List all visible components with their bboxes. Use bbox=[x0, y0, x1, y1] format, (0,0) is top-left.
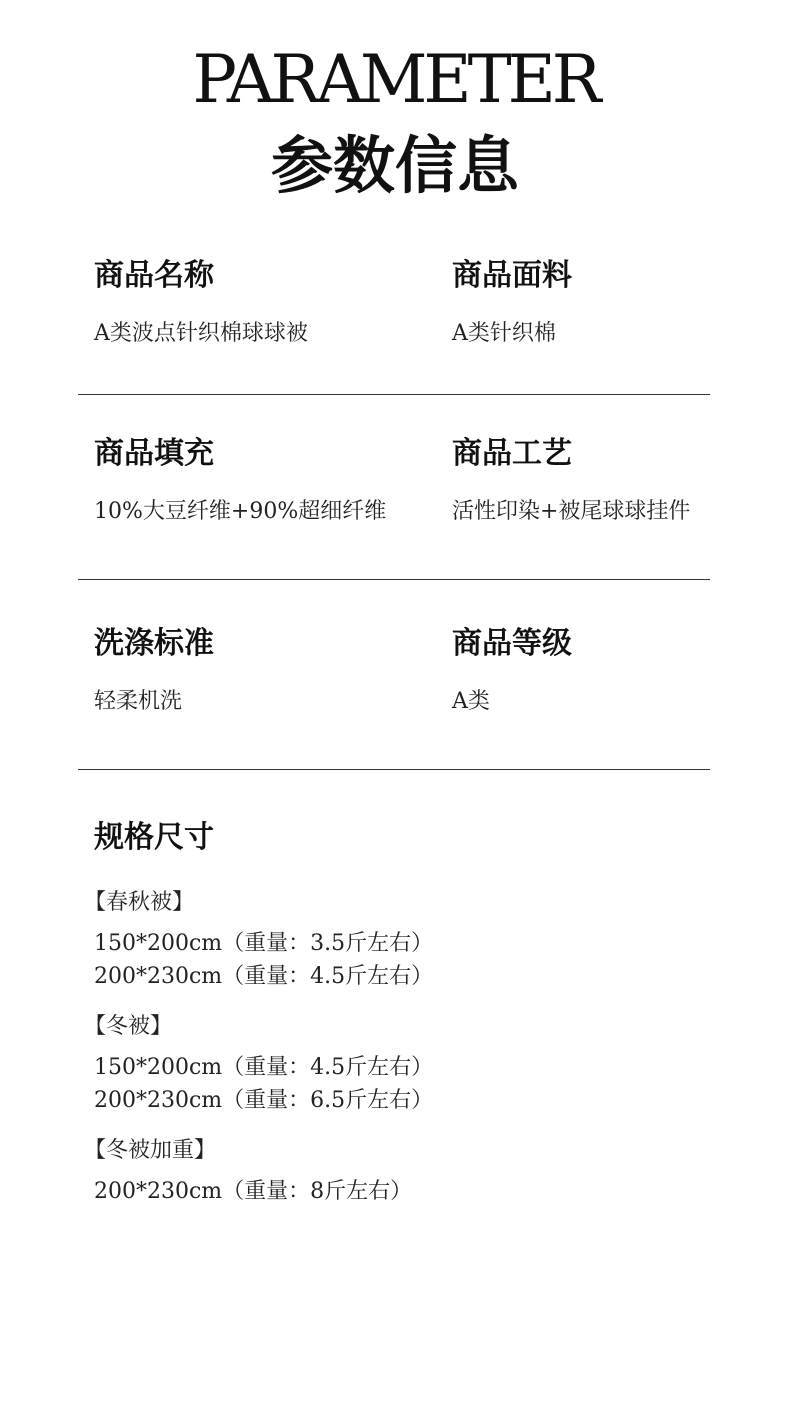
param-value: A类 bbox=[452, 689, 490, 714]
param-value: 10%大豆纤维+90%超细纤维 bbox=[94, 499, 387, 524]
param-value: A类波点针织棉球球被 bbox=[94, 321, 308, 346]
spec-line: 150*200cm（重量：3.5斤左右） bbox=[94, 931, 434, 956]
param-value: 活性印染+被尾球球挂件 bbox=[452, 499, 691, 524]
spec-group-winter bbox=[84, 1012, 433, 1117]
spec-line: 200*230cm（重量：8斤左右） bbox=[94, 1179, 413, 1204]
param-label: 商品工艺 bbox=[452, 436, 572, 471]
page-title-chinese: 参数信息 bbox=[270, 129, 519, 202]
param-label: 商品名称 bbox=[94, 258, 214, 293]
param-value: A类针织棉 bbox=[452, 321, 556, 346]
spec-line: 200*230cm（重量：6.5斤左右） bbox=[94, 1088, 434, 1113]
divider bbox=[78, 394, 710, 395]
param-name bbox=[94, 258, 308, 348]
spec-group-name: 【冬被】 bbox=[84, 1014, 173, 1039]
param-label: 洗涤标准 bbox=[94, 626, 214, 661]
param-washing bbox=[94, 626, 214, 716]
param-label: 商品填充 bbox=[94, 436, 214, 471]
spec-group-name: 【春秋被】 bbox=[84, 890, 195, 915]
param-label: 商品面料 bbox=[452, 258, 572, 293]
param-fabric bbox=[452, 258, 572, 348]
spec-line: 150*200cm（重量：4.5斤左右） bbox=[94, 1055, 434, 1080]
param-label: 商品等级 bbox=[452, 626, 572, 661]
spec-line: 200*230cm（重量：4.5斤左右） bbox=[94, 964, 434, 989]
spec-title: 规格尺寸 bbox=[94, 820, 214, 855]
param-value: 轻柔机洗 bbox=[94, 689, 183, 714]
param-craft bbox=[452, 436, 690, 526]
param-grade bbox=[452, 626, 572, 716]
spec-group-name: 【冬被加重】 bbox=[84, 1138, 217, 1163]
spec-group-spring-autumn bbox=[84, 888, 433, 993]
page-title-english: PARAMETER bbox=[192, 41, 598, 118]
param-filling bbox=[94, 436, 386, 526]
spec-group-winter-heavy bbox=[84, 1136, 412, 1208]
divider bbox=[78, 579, 710, 580]
divider bbox=[78, 769, 710, 770]
